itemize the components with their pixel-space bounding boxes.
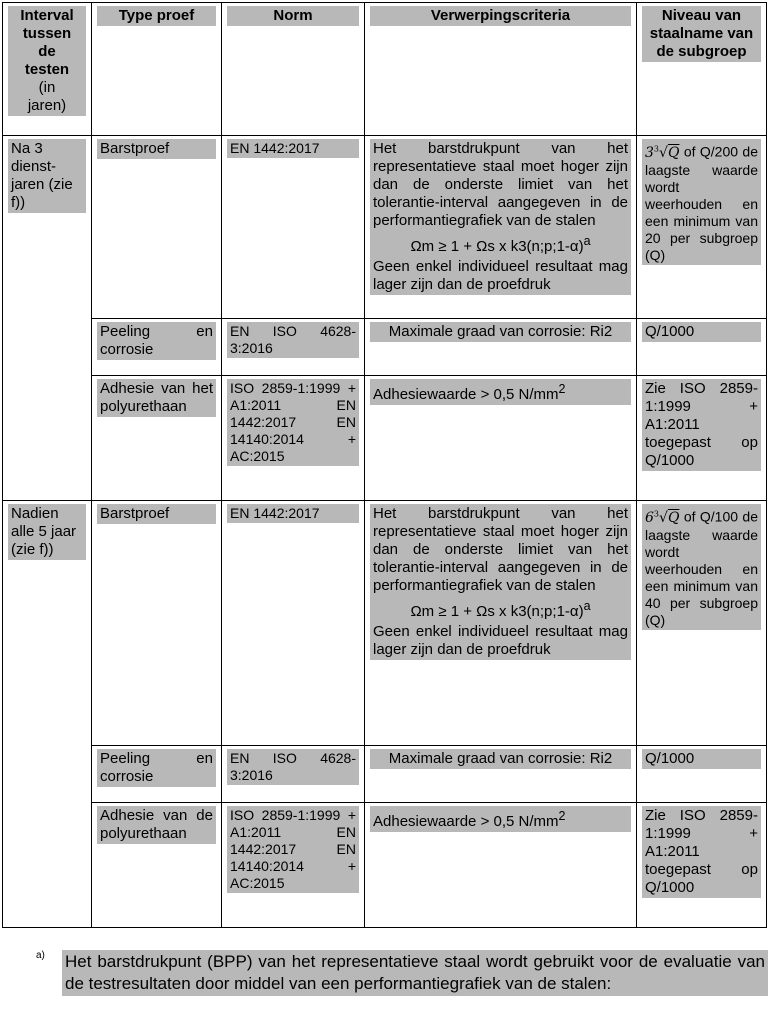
table-row bbox=[3, 136, 767, 319]
type-cell: Barstproef bbox=[92, 501, 222, 746]
criteria-cell: Maximale graad van corrosie: Ri2 bbox=[365, 319, 637, 376]
criteria-cell: Het barstdrukpunt van het representatieve staal moet hoger zijn dan de onderste limiet van het tolerantie-interval aangegeven in de performantiegrafiek van de stalen Ωm ≥ 1 + Ωs x k3(n;p;1-α)$^a$ Geen enkel individueel resultaat mag lager zijn dan de proefdruk bbox=[365, 501, 637, 746]
criteria-cell: Het barstdrukpunt van het representatieve staal moet hoger zijn dan de onderste limiet van het tolerantie-interval aangegeven in de performantiegrafiek van de stalen Ωm ≥ 1 + Ωs x k3(n;p;1-α)$^a$ Geen enkel individueel resultaat mag lager zijn dan de proefdruk bbox=[365, 136, 637, 319]
norm-cell: EN ISO 4628-3:2016 bbox=[222, 746, 365, 803]
header-niveau: Niveau van staalname van de subgroep bbox=[637, 3, 767, 136]
niveau-cell: Zie ISO 2859-1:1999 + A1:2011 toegepast op Q/1000 bbox=[637, 376, 767, 501]
niveau-cell: $6^3√Q$ of Q/100 de laagste waarde wordt weerhouden en een minimum van 40 per subgroep (Q) bbox=[637, 501, 767, 746]
norm-cell: EN 1442:2017 bbox=[222, 501, 365, 746]
table-row bbox=[3, 376, 767, 501]
type-cell: Adhesie van het polyurethaan bbox=[92, 376, 222, 501]
interval-cell: Na 3 dienst-jaren (zie f)) bbox=[3, 136, 92, 501]
table-row bbox=[3, 319, 767, 376]
niveau-cell: $3^3√Q$ of Q/200 de laagste waarde wordt weerhouden en een minimum van 20 per subgroep (Q) bbox=[637, 136, 767, 319]
type-cell: Barstproef bbox=[92, 136, 222, 319]
header-row bbox=[3, 3, 767, 136]
cube-root-formula: $6^3√Q$ bbox=[645, 509, 680, 526]
header-criteria: Verwerpingscriteria bbox=[365, 3, 637, 136]
table-row bbox=[3, 746, 767, 803]
norm-cell: EN ISO 4628-3:2016 bbox=[222, 319, 365, 376]
header-interval: Interval tussen de testen (in jaren) bbox=[3, 3, 92, 136]
norm-cell: EN 1442:2017 bbox=[222, 136, 365, 319]
norm-cell: ISO 2859-1:1999 + A1:2011 EN 1442:2017 EN 14140:2014 + AC:2015 bbox=[222, 376, 365, 501]
type-cell: Peeling en corrosie bbox=[92, 319, 222, 376]
header-type: Type proef bbox=[92, 3, 222, 136]
norm-cell: ISO 2859-1:1999 + A1:2011 EN 1442:2017 EN 14140:2014 + AC:2015 bbox=[222, 803, 365, 928]
table-row bbox=[3, 501, 767, 746]
cube-root-formula: $3^3√Q$ bbox=[645, 144, 680, 161]
table-row bbox=[3, 803, 767, 928]
criteria-cell: Adhesiewaarde > 0,5 $N/mm^2$ bbox=[365, 376, 637, 501]
interval-cell: Nadien alle 5 jaar (zie f)) bbox=[3, 501, 92, 928]
niveau-cell: Q/1000 bbox=[637, 319, 767, 376]
type-cell: Peeling en corrosie bbox=[92, 746, 222, 803]
test-table bbox=[2, 2, 767, 928]
type-cell: Adhesie van de polyurethaan bbox=[92, 803, 222, 928]
criteria-cell: Maximale graad van corrosie: Ri2 bbox=[365, 746, 637, 803]
niveau-cell: Zie ISO 2859-1:1999 + A1:2011 toegepast op Q/1000 bbox=[637, 803, 767, 928]
footnote-text: Het barstdrukpunt (BPP) van het representatieve staal wordt gebruikt voor de evaluatie van de testresultaten door middel van een performantiegrafiek van de stalen: bbox=[62, 950, 768, 996]
footnote-mark: a) bbox=[36, 950, 45, 961]
header-norm: Norm bbox=[222, 3, 365, 136]
criteria-cell: Adhesiewaarde > 0,5 $N/mm^2$ bbox=[365, 803, 637, 928]
niveau-cell: Q/1000 bbox=[637, 746, 767, 803]
